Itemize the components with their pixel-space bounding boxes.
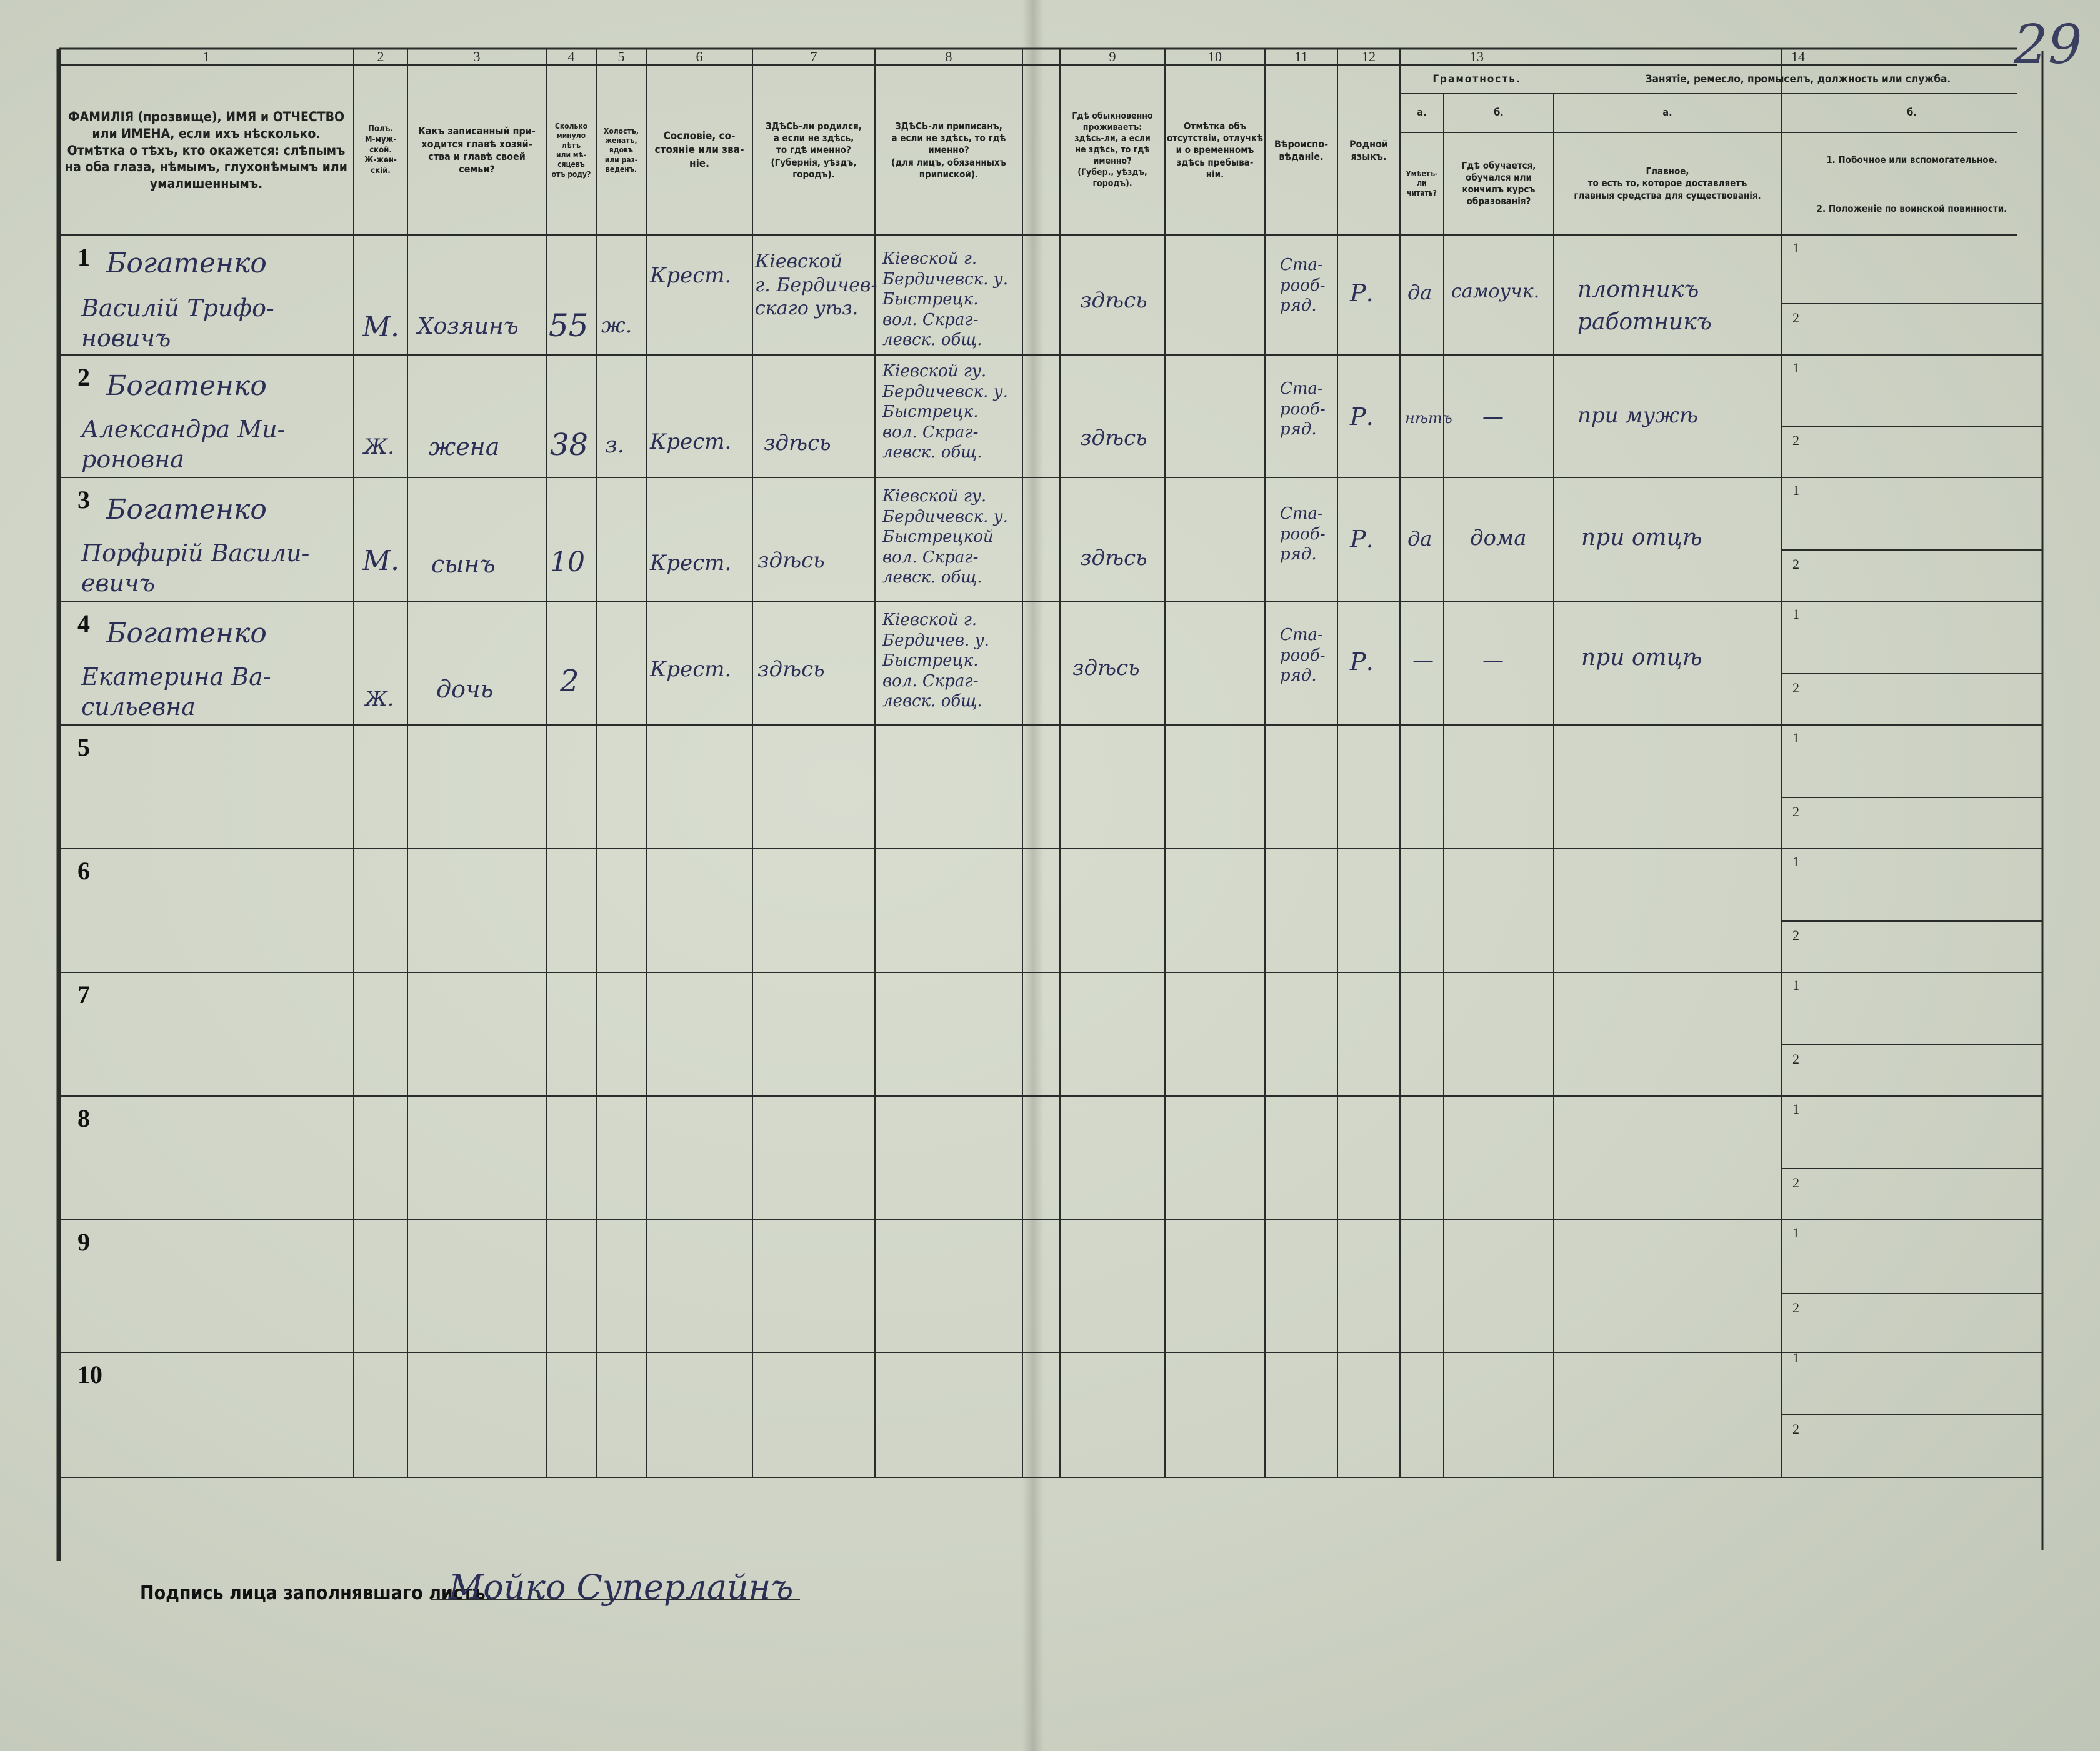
education: самоучк.	[1451, 281, 1540, 302]
can-read: нѣтъ	[1405, 409, 1452, 427]
sex: М.	[362, 311, 400, 343]
education: —	[1482, 404, 1504, 429]
can-read: да	[1408, 281, 1432, 304]
page-number: 29	[2014, 14, 2082, 76]
relation: дочь	[436, 676, 494, 703]
residence: здѣсь	[1072, 656, 1140, 681]
header-age: Сколько минуло лѣтъ или мѣ- сяцевъ отъ роду?	[551, 121, 591, 179]
column-number-4: 4	[568, 49, 575, 64]
registered-place: Кіевской гу. Бердичевск. у. Быстрецкой вол. Скраг- левск. общ.	[882, 487, 1009, 587]
religion: Ста- рооб- ряд.	[1280, 256, 1326, 315]
sub-number: 2	[1792, 680, 1799, 696]
can-read: —	[1412, 648, 1434, 673]
sub-number: 1	[1792, 606, 1799, 622]
given-name: Порфирій Васили- евичъ	[81, 539, 310, 597]
column-number-9: 9	[1109, 49, 1116, 64]
relation: жена	[429, 433, 500, 461]
sub-number: 2	[1792, 1175, 1799, 1190]
main-occupation: при отцѣ	[1581, 645, 1702, 671]
sub-number: 2	[1792, 927, 1799, 943]
age: 38	[550, 427, 589, 462]
header-side-occupation: 1. Побочное или вспомогательное.	[1826, 154, 1998, 166]
relation: сынъ	[431, 551, 496, 578]
header-marital: Холостъ, женатъ, вдовъ или раз- веденъ.	[604, 126, 639, 174]
sub-number: 1	[1792, 1101, 1799, 1117]
header-main-occupation: Главное, то есть то, которое доставляетъ главныя средства для существованія.	[1574, 166, 1761, 201]
row-number: 2	[78, 363, 90, 391]
column-number-10: 10	[1208, 49, 1222, 64]
column-number-12: 12	[1362, 49, 1376, 64]
column-number-11: 11	[1294, 49, 1308, 64]
sub-number: 2	[1792, 1051, 1799, 1067]
birthplace: здѣсь	[758, 548, 825, 573]
sub-number: 1	[1792, 1350, 1799, 1365]
estate: Крест.	[650, 657, 732, 682]
residence: здѣсь	[1080, 288, 1148, 313]
birthplace: здѣсь	[764, 431, 831, 456]
header-relation: Какъ записанный при- ходится главѣ хозяй- ства и главѣ своей семьи?	[418, 125, 536, 176]
sex: Ж.	[364, 434, 395, 459]
header-occupation-b-letter: б.	[1907, 106, 1917, 118]
age: 55	[549, 307, 589, 344]
header-can-read: Умѣетъ- ли читать?	[1406, 169, 1438, 197]
header-occupation: Занятіе, ремесло, промыселъ, должность или служба.	[1645, 73, 1951, 86]
relation: Хозяинъ	[418, 314, 519, 339]
column-number-8: 8	[945, 49, 952, 64]
marital-status: ж.	[601, 313, 632, 338]
sub-number: 2	[1792, 432, 1799, 448]
surname: Богатенко	[106, 370, 267, 402]
residence: здѣсь	[1080, 426, 1148, 451]
column-number-7: 7	[810, 49, 818, 64]
column-number-6: 6	[696, 49, 703, 64]
age: 10	[550, 546, 585, 578]
sub-number: 1	[1792, 1225, 1799, 1240]
sub-number: 1	[1792, 482, 1799, 498]
header-military-status: 2. Положеніе по воинской повинности.	[1816, 203, 2008, 215]
religion: Ста- рооб- ряд.	[1280, 504, 1326, 564]
main-occupation: при отцѣ	[1581, 525, 1702, 551]
signature-value: Мойко Суперлайнъ	[449, 1567, 794, 1607]
row-number: 6	[78, 857, 90, 885]
header-name: ФАМИЛІЯ (прозвище), ИМЯ и ОТЧЕСТВО или ИМЕНА, если ихъ нѣсколько. Отмѣтка о тѣхъ, кто окажется: слѣпымъ на оба глаза, нѣмымъ, глухонѣмымъ или умалишеннымъ.	[65, 109, 348, 192]
row-number: 5	[78, 733, 90, 761]
marital-status: з.	[605, 432, 625, 458]
registered-place: Кіевской гу. Бердичевск. у. Быстрецк. вол. Скраг- левск. общ.	[882, 362, 1009, 462]
sub-number: 1	[1792, 730, 1799, 746]
religion: Ста- рооб- ряд.	[1280, 626, 1326, 685]
estate: Крест.	[650, 263, 732, 288]
header-religion: Вѣроиспо- вѣданіе.	[1274, 137, 1329, 162]
surname: Богатенко	[106, 494, 267, 526]
column-number-13: 13	[1470, 49, 1484, 64]
main-occupation: при мужѣ	[1578, 403, 1698, 428]
main-occupation: плотникъ работникъ	[1578, 277, 1712, 336]
given-name: Екатерина Ва- сильевна	[81, 663, 271, 721]
header-sex: Полъ. М-муж- ской. Ж-жен- скій.	[364, 124, 397, 176]
given-name: Александра Ми- роновна	[81, 416, 286, 473]
header-literacy: Грамотность.	[1432, 73, 1521, 86]
sub-number: 1	[1792, 240, 1799, 256]
row-number: 9	[78, 1228, 90, 1256]
row-number: 1	[78, 243, 90, 271]
row-number: 3	[78, 486, 90, 514]
column-number-3: 3	[473, 49, 481, 64]
sub-number: 2	[1792, 804, 1799, 819]
native-language: Р.	[1350, 403, 1374, 431]
registered-place: Кіевской г. Бердичевск. у. Быстрецк. вол. Скраг- левск. общ.	[882, 249, 1009, 349]
estate: Крест.	[650, 551, 732, 576]
age: 2	[560, 664, 579, 699]
row-number: 8	[78, 1104, 90, 1132]
sex: М.	[362, 545, 400, 577]
sub-number: 2	[1792, 1421, 1799, 1437]
sub-number: 1	[1792, 854, 1799, 869]
signature-label: Подпись лица заполнявшаго листъ.	[140, 1582, 492, 1604]
native-language: Р.	[1350, 279, 1374, 307]
header-literacy-b-letter: б.	[1494, 106, 1504, 118]
column-number-1: 1	[202, 49, 210, 64]
sub-number: 2	[1792, 556, 1799, 572]
birthplace: здѣсь	[758, 657, 825, 682]
sub-number: 2	[1792, 1300, 1799, 1315]
header-occupation-a-letter: а.	[1662, 106, 1672, 118]
column-number-2: 2	[377, 49, 384, 64]
header-estate: Сословіе, со- стояніе или зва- ніе.	[654, 130, 744, 170]
header-absence: Отмѣтка объ отсутствіи, отлучкѣ и о временномъ здѣсь пребыва- ніи.	[1166, 121, 1264, 180]
native-language: Р.	[1350, 526, 1374, 553]
residence: здѣсь	[1080, 546, 1148, 571]
birthplace: Кіевской г. Бердичев- скаго уѣз.	[755, 251, 878, 319]
header-language: Родной языкъ.	[1349, 137, 1388, 162]
surname: Богатенко	[106, 617, 267, 649]
surname: Богатенко	[106, 247, 267, 279]
column-number-14: 14	[1791, 49, 1805, 64]
column-number-5: 5	[618, 49, 625, 64]
sub-number: 2	[1792, 310, 1799, 326]
sub-number: 1	[1792, 360, 1799, 376]
header-registered: ЗДѢСЬ-ли приписанъ, а если не здѣсь, то гдѣ именно? (для лицъ, обязанныхъ припиской).	[891, 121, 1006, 180]
religion: Ста- рооб- ряд.	[1280, 379, 1326, 439]
can-read: да	[1408, 527, 1432, 551]
education: дома	[1470, 526, 1527, 551]
sub-number: 1	[1792, 977, 1799, 993]
header-birthplace: ЗДѢСЬ-ли родился, а если не здѣсь, то гдѣ именно? (Губернія, уѣздъ, городъ).	[766, 121, 862, 180]
header-residence: Гдѣ обыкновенно проживаетъ: здѣсь-ли, а если не здѣсь, то гдѣ именно? (Губер., уѣздъ, городъ).	[1072, 111, 1153, 189]
given-name: Василій Трифо- новичъ	[81, 294, 274, 352]
header-literacy-a-letter: а.	[1417, 106, 1427, 118]
native-language: Р.	[1350, 648, 1374, 676]
header-education: Гдѣ обучается, обучался или кончилъ курсъ образованія?	[1461, 159, 1536, 207]
row-number: 10	[78, 1360, 102, 1389]
sex: Ж.	[365, 687, 394, 711]
row-number: 4	[78, 609, 90, 637]
education: —	[1482, 648, 1504, 673]
row-number: 7	[78, 980, 90, 1009]
registered-place: Кіевской г. Бердичев. у. Быстрецк. вол. Скраг- левск. общ.	[882, 611, 989, 711]
estate: Крест.	[650, 429, 732, 454]
